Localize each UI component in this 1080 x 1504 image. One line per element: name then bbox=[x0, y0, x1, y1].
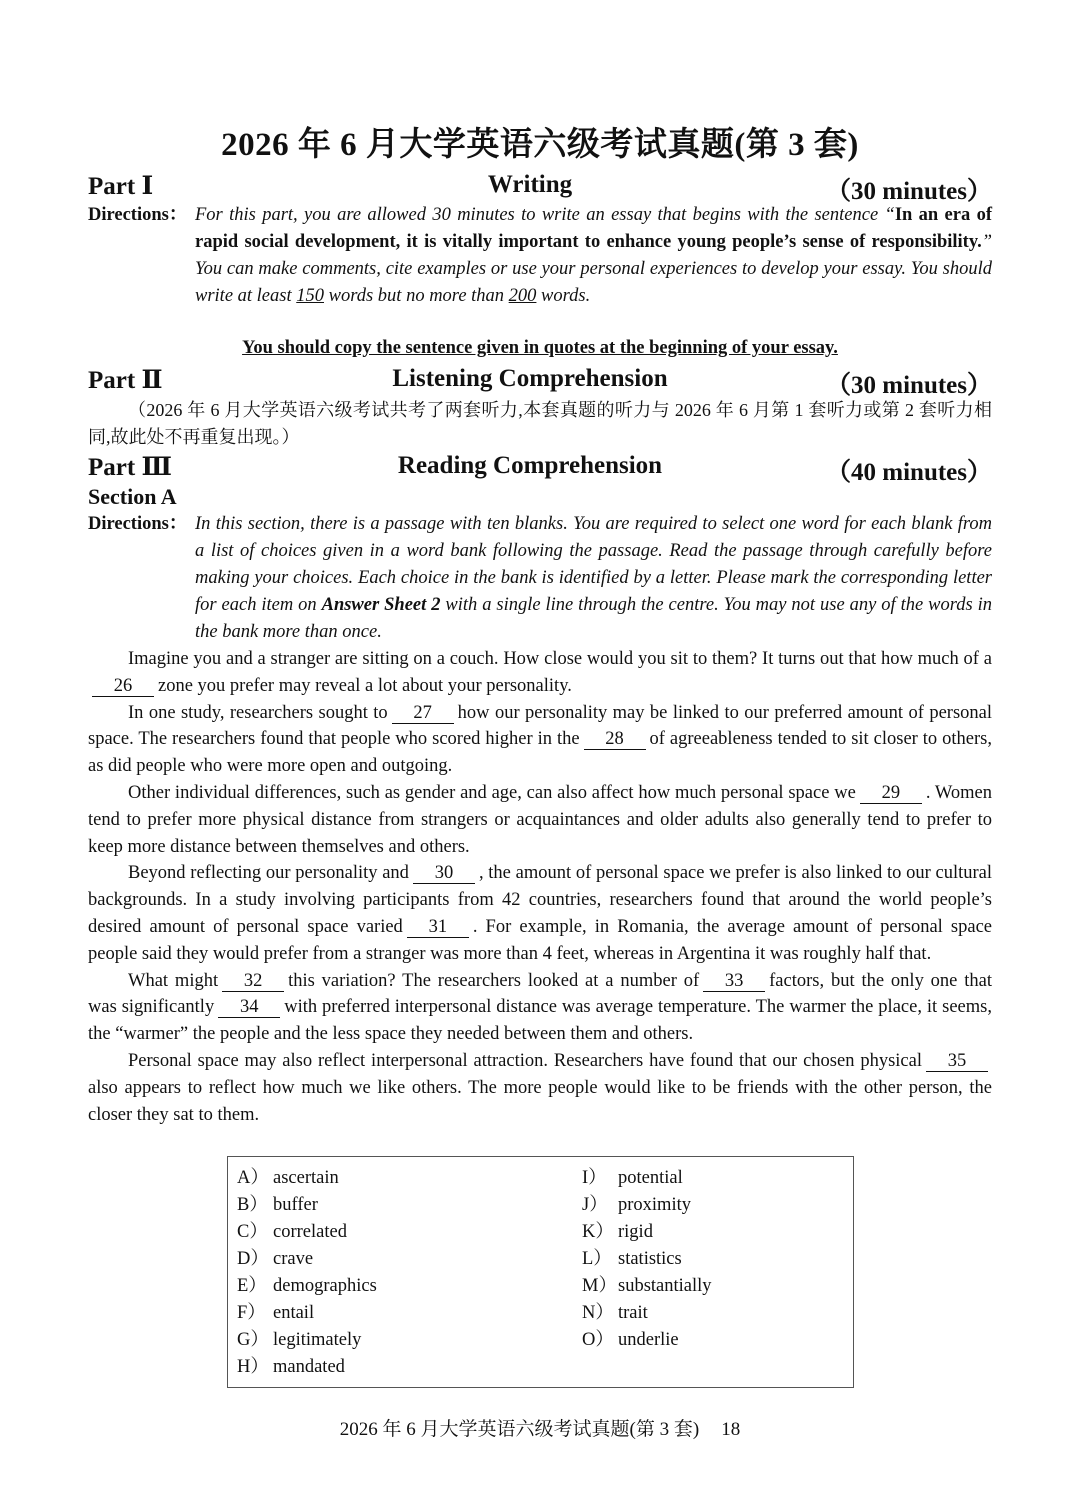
reading-passage bbox=[88, 646, 992, 1128]
part2-label: Part Ⅱ bbox=[88, 367, 163, 394]
max-words: 200 bbox=[508, 286, 537, 306]
blank-29: 29 bbox=[860, 783, 922, 804]
paragraph-text: Other individual differences, such as gender and age, can also affect how much personal space we bbox=[128, 782, 856, 803]
directions-text-a: For this part, you are allowed 30 minutes to write an essay that begins with the sentence “ bbox=[195, 205, 895, 225]
page-number: 18 bbox=[721, 1419, 741, 1440]
choice-letter: M） bbox=[582, 1276, 617, 1296]
choice-word: rigid bbox=[618, 1222, 653, 1242]
word-bank-item bbox=[237, 1192, 377, 1219]
choice-letter: N） bbox=[582, 1303, 614, 1323]
paragraph-text: What might bbox=[128, 970, 219, 991]
section-a-label: Section A bbox=[88, 484, 177, 509]
choice-word: statistics bbox=[618, 1249, 682, 1269]
part3-label: Part Ⅲ bbox=[88, 454, 172, 481]
paragraph-text: Beyond reflecting our personality and bbox=[128, 863, 409, 884]
directions-text-a: In this section, there is a passage with ten blanks. You are required to select one word for each blank from a list of choices given in a word bank following the passage. Read the passage through carefully before making your choices. Each choice in the bank is identified by a letter. Please mark the corresponding letter for each item on bbox=[195, 514, 992, 615]
choice-letter: D） bbox=[237, 1249, 269, 1269]
blank-35: 35 bbox=[926, 1051, 988, 1072]
blank-30: 30 bbox=[413, 863, 475, 884]
footer-title: 2026 年 6 月大学英语六级考试真题(第 3 套) bbox=[339, 1419, 700, 1440]
word-bank-item bbox=[582, 1300, 712, 1327]
paragraph-text: , the amount of personal space we prefer is also linked to our cultural backgrounds. In a study involving participants from 42 countries, researchers found that around the world people’s desired amount of personal space varied bbox=[88, 863, 993, 937]
paragraph-text: with preferred interpersonal distance was average temperature. The warmer the place, it seems, the “warmer” the people and the less space they needed between them and others. bbox=[88, 997, 992, 1045]
directions-label: Directions： bbox=[88, 205, 188, 225]
part1-header bbox=[88, 171, 992, 205]
paragraph-3 bbox=[88, 780, 992, 860]
directions-text-b: ” You can make comments, cite examples or use your personal experiences to develop your essay. You should write at least bbox=[195, 232, 992, 306]
paragraph-4 bbox=[88, 860, 992, 967]
blank-26: 26 bbox=[92, 676, 154, 697]
word-bank-item bbox=[237, 1219, 377, 1246]
word-bank bbox=[227, 1156, 854, 1388]
part2-time: （30 minutes） bbox=[826, 372, 992, 399]
paragraph-5 bbox=[88, 968, 992, 1048]
choice-word: crave bbox=[273, 1249, 314, 1269]
choice-word: ascertain bbox=[273, 1168, 339, 1188]
part2-name: Listening Comprehension bbox=[392, 365, 668, 392]
blank-31: 31 bbox=[407, 917, 469, 938]
part3-header bbox=[88, 452, 992, 486]
paragraph-1 bbox=[88, 646, 992, 700]
paragraph-text: In one study, researchers sought to bbox=[128, 702, 388, 723]
choice-word: potential bbox=[618, 1168, 683, 1188]
paragraph-text: zone you prefer may reveal a lot about your personality. bbox=[158, 675, 572, 696]
word-bank-column-2 bbox=[582, 1165, 712, 1354]
part1-label: Part Ⅰ bbox=[88, 173, 154, 200]
choice-word: demographics bbox=[273, 1276, 377, 1296]
essay-quote: In an era of rapid social development, it is vitally important to enhance young people’s sense of responsibility. bbox=[195, 205, 992, 252]
word-bank-item bbox=[237, 1165, 377, 1192]
part1-name: Writing bbox=[487, 171, 573, 198]
part3-name: Reading Comprehension bbox=[397, 452, 663, 479]
part1-directions bbox=[88, 202, 992, 310]
word-bank-item bbox=[237, 1354, 377, 1381]
blank-28: 28 bbox=[584, 729, 646, 750]
choice-word: legitimately bbox=[273, 1330, 362, 1350]
choice-letter: L） bbox=[582, 1249, 612, 1269]
answer-sheet-label: Answer Sheet 2 bbox=[321, 595, 441, 615]
page-title: 2026 年 6 月大学英语六级考试真题(第 3 套) bbox=[221, 127, 859, 163]
choice-letter: K） bbox=[582, 1222, 614, 1242]
choice-word: proximity bbox=[618, 1195, 691, 1215]
word-bank-item bbox=[582, 1246, 712, 1273]
choice-letter: J） bbox=[582, 1195, 608, 1215]
min-words: 150 bbox=[296, 286, 324, 306]
directions-text-b: with a single line through the centre. You may not use any of the words in the bank more than once. bbox=[195, 595, 992, 642]
word-bank-item bbox=[237, 1300, 377, 1327]
blank-27: 27 bbox=[392, 703, 454, 724]
part2-header bbox=[88, 365, 992, 399]
paragraph-text: Personal space may also reflect interpersonal attraction. Researchers have found that our chosen physical bbox=[128, 1050, 922, 1071]
choice-word: mandated bbox=[273, 1357, 345, 1377]
choice-letter: O） bbox=[582, 1330, 614, 1350]
word-bank-item bbox=[237, 1246, 377, 1273]
part3-time: （40 minutes） bbox=[826, 459, 992, 486]
directions-text bbox=[195, 511, 992, 646]
directions-text bbox=[195, 202, 992, 310]
listening-note: （2026 年 6 月大学英语六级考试共考了两套听力,本套真题的听力与 2026 年 6 月第 1 套听力或第 2 套听力相同,故此处不再重复出现。） bbox=[88, 400, 992, 447]
choice-letter: C） bbox=[237, 1222, 268, 1242]
blank-32: 32 bbox=[222, 971, 284, 992]
paragraph-6 bbox=[88, 1048, 992, 1128]
choice-letter: H） bbox=[237, 1357, 269, 1377]
word-bank-item bbox=[237, 1273, 377, 1300]
choice-letter: E） bbox=[237, 1276, 267, 1296]
choice-word: substantially bbox=[618, 1276, 712, 1296]
choice-letter: A） bbox=[237, 1168, 269, 1188]
choice-word: trait bbox=[618, 1303, 648, 1323]
blank-33: 33 bbox=[703, 971, 765, 992]
choice-word: entail bbox=[273, 1303, 315, 1323]
part1-time: （30 minutes） bbox=[826, 178, 992, 205]
word-bank-item bbox=[582, 1165, 712, 1192]
paragraph-2 bbox=[88, 700, 992, 780]
word-bank-item bbox=[582, 1327, 712, 1354]
paragraph-text: Imagine you and a stranger are sitting on a couch. How close would you sit to them? It turns out that how much of a bbox=[128, 649, 992, 669]
directions-text-c: words but no more than bbox=[324, 286, 509, 306]
word-bank-column-1 bbox=[237, 1165, 377, 1381]
paragraph-text: factors, but the only one that was significantly bbox=[88, 970, 992, 1018]
word-bank-item bbox=[582, 1273, 712, 1300]
choice-word: buffer bbox=[273, 1195, 318, 1215]
choice-letter: B） bbox=[237, 1195, 268, 1215]
copy-sentence-note: You should copy the sentence given in quotes at the beginning of your essay. bbox=[242, 338, 838, 358]
blank-34: 34 bbox=[218, 997, 280, 1018]
choice-letter: I） bbox=[582, 1168, 607, 1188]
part3-directions bbox=[88, 511, 992, 646]
word-bank-item bbox=[582, 1192, 712, 1219]
page-footer bbox=[0, 1414, 1080, 1441]
choice-word: correlated bbox=[273, 1222, 347, 1242]
choice-letter: F） bbox=[237, 1303, 266, 1323]
paragraph-text: how our personality may be linked to our preferred amount of personal space. The researchers found that people who scored higher in the bbox=[88, 702, 992, 750]
word-bank-item bbox=[582, 1219, 712, 1246]
directions-label: Directions： bbox=[88, 514, 188, 534]
paragraph-text: of agreeableness tended to sit closer to others, as did people who were more open and outgoing. bbox=[88, 729, 992, 777]
word-bank-item bbox=[237, 1327, 377, 1354]
choice-letter: G） bbox=[237, 1330, 269, 1350]
directions-text-d: words. bbox=[536, 286, 591, 306]
paragraph-text: . Women tend to prefer more physical distance from strangers or acquaintances and older adults also generally tend to prefer to keep more distance between themselves and others. bbox=[88, 782, 992, 857]
paragraph-text: this variation? The researchers looked at a number of bbox=[288, 970, 700, 991]
choice-word: underlie bbox=[618, 1330, 679, 1350]
paragraph-text: also appears to reflect how much we like others. The more people would like to be friends with the other person, the closer they sat to them. bbox=[88, 1077, 992, 1125]
paragraph-text: . For example, in Romania, the average amount of personal space people said they would prefer from a stranger was more than 4 feet, whereas in Argentina it was roughly half that. bbox=[88, 916, 992, 964]
